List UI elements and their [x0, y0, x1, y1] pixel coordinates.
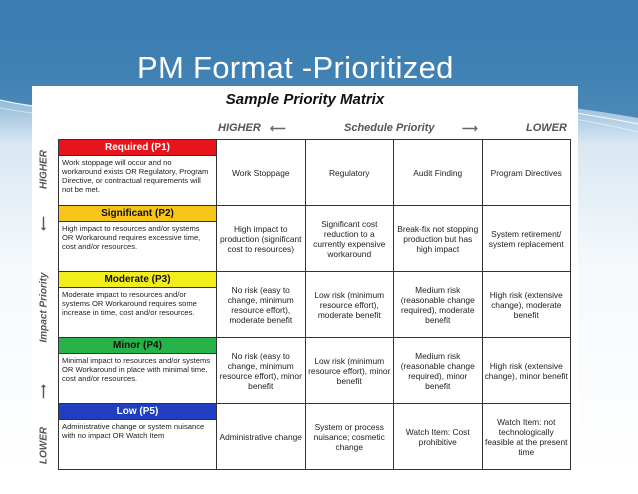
priority-level-name: Low (P5)	[59, 404, 216, 420]
schedule-priority-label: Schedule Priority	[344, 122, 435, 134]
priority-level	[58, 337, 217, 404]
schedule-right-arrow-icon: ⟶	[462, 123, 478, 135]
priority-level-description: Minimal impact to resources and/or systems OR Workaround in place with minimal time, cost and/or resources.	[62, 356, 211, 383]
slide-title: PM Format -Prioritized	[137, 50, 454, 85]
impact-lower-label: LOWER	[38, 426, 50, 465]
priority-level-description: High impact to resources and/or systems OR Workaround requires excessive time, cost and/or resources.	[62, 224, 201, 251]
matrix-cell: Program Directives	[482, 139, 572, 206]
matrix-cell: System or process nuisance; cosmetic change	[305, 403, 395, 470]
priority-level	[58, 139, 217, 206]
priority-matrix-grid	[58, 139, 573, 469]
matrix-cell: Significant cost reduction to a currently expensive workaround	[305, 205, 395, 272]
priority-level-description: Work stoppage will occur and no workaround exists OR Regulatory, Program Directive, or contractual requirements will not be met.	[62, 158, 209, 194]
impact-down-arrow-icon: ⟶	[38, 384, 50, 399]
priority-level	[58, 205, 217, 272]
matrix-cell: Low risk (minimum resource effort), minor benefit	[305, 337, 395, 404]
matrix-cell: Work Stoppage	[216, 139, 306, 206]
priority-level-description: Administrative change or system nuisance with no impact OR Watch Item	[62, 422, 205, 440]
schedule-lower-label: LOWER	[526, 122, 567, 134]
priority-level-name: Moderate (P3)	[59, 272, 216, 288]
matrix-cell: Administrative change	[216, 403, 306, 470]
matrix-cell: Regulatory	[305, 139, 395, 206]
matrix-cell: High risk (extensive change), moderate benefit	[482, 271, 572, 338]
priority-matrix-panel	[32, 86, 578, 473]
impact-up-arrow-icon: ⟵	[38, 216, 50, 231]
schedule-priority-axis	[218, 122, 578, 136]
schedule-higher-label: HIGHER	[218, 122, 261, 134]
matrix-cell: Watch Item: not technologically feasible at the present time	[482, 403, 572, 470]
matrix-cell: Medium risk (reasonable change required), minor benefit	[393, 337, 483, 404]
matrix-cell: System retirement/ system replacement	[482, 205, 572, 272]
matrix-cell: No risk (easy to change, minimum resource effort), minor benefit	[216, 337, 306, 404]
matrix-cell: Low risk (minimum resource effort), moderate benefit	[305, 271, 395, 338]
matrix-cell: Medium risk (reasonable change required), moderate benefit	[393, 271, 483, 338]
priority-level-name: Required (P1)	[59, 140, 216, 156]
impact-priority-axis	[36, 144, 52, 468]
matrix-cell: High impact to production (significant cost to resources)	[216, 205, 306, 272]
priority-level	[58, 403, 217, 470]
impact-priority-label: Impact Priority	[38, 272, 50, 343]
priority-level	[58, 271, 217, 338]
matrix-cell: Watch Item: Cost prohibitive	[393, 403, 483, 470]
matrix-cell: High risk (extensive change), minor benefit	[482, 337, 572, 404]
matrix-cell: Audit Finding	[393, 139, 483, 206]
priority-level-description: Moderate impact to resources and/or systems OR Workaround requires some increase in time, cost and/or resources.	[62, 290, 197, 317]
schedule-left-arrow-icon: ⟵	[270, 123, 286, 135]
matrix-title: Sample Priority Matrix	[225, 91, 385, 108]
matrix-cell: Break-fix not stopping production but has high impact	[393, 205, 483, 272]
impact-higher-label: HIGHER	[38, 150, 50, 189]
priority-level-name: Significant (P2)	[59, 206, 216, 222]
priority-level-name: Minor (P4)	[59, 338, 216, 354]
matrix-cell: No risk (easy to change, minimum resource effort), moderate benefit	[216, 271, 306, 338]
